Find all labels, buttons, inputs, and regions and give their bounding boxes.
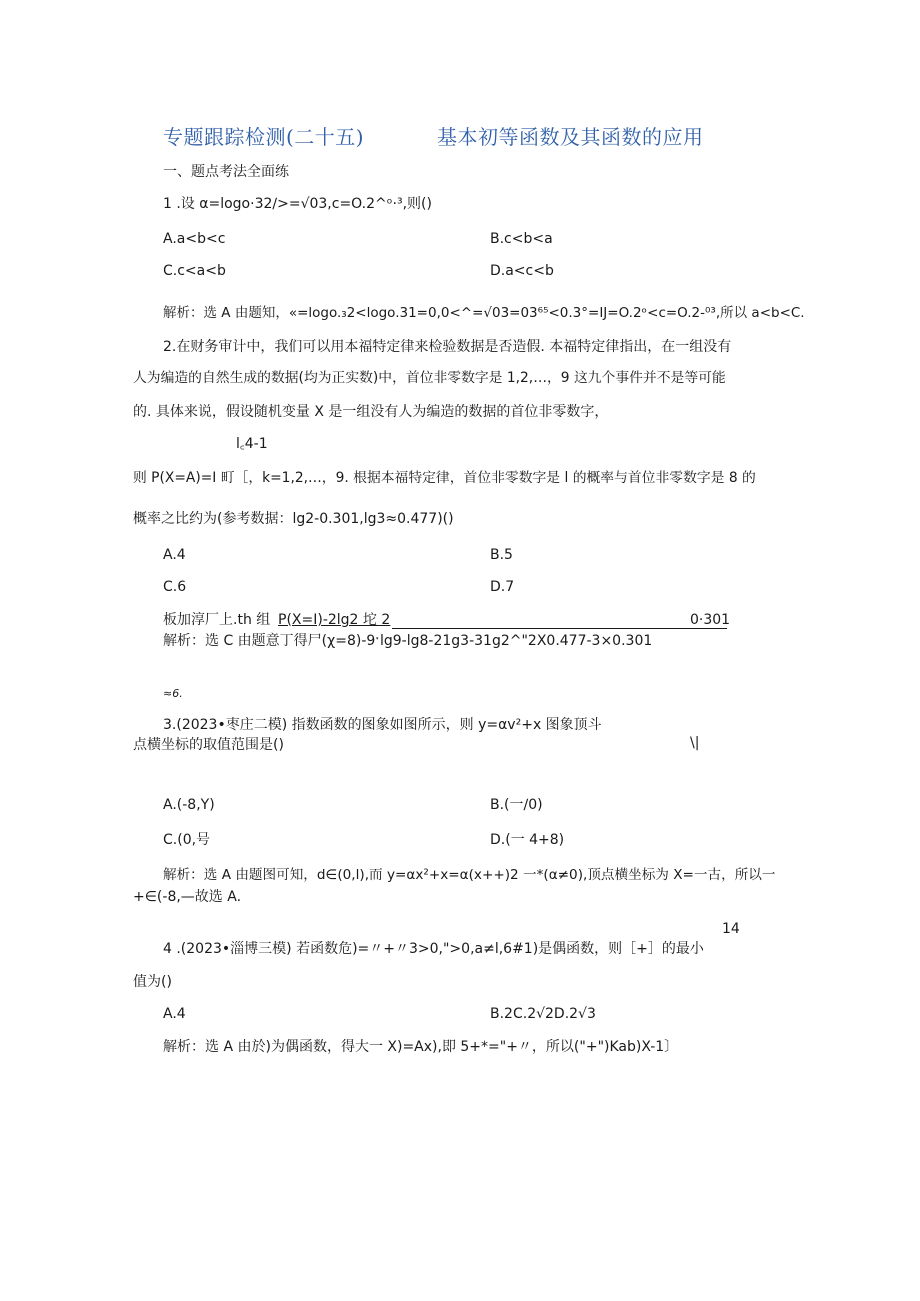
q3-solution-1: 解析：选 A 由题图可知，d∈(0,l),而 y=αx²+x=α(x++)2 一*(α≠0),顶点横坐标为 X=一古，所以一 xyxy=(163,867,776,883)
q2-line3: 的. 具体来说，假设随机变量 X 是一组没有人为编造的数据的首位非零数字， xyxy=(133,404,609,420)
q3-graph-mark: \| xyxy=(690,735,700,751)
fraction-rule xyxy=(392,628,727,629)
q2-option-a: A.4 xyxy=(163,547,186,563)
q3-option-c: C.(0,号 xyxy=(163,832,211,848)
q2-option-d: D.7 xyxy=(490,579,515,595)
q4-line2: 值为() xyxy=(133,974,172,990)
q3-option-a: A.(-8,Y) xyxy=(163,797,215,813)
q2-solution: 解析：选 C 由题意丁得尸(χ=8)-9ˑlg9-lg8-21g3-31g2^"2X0.477-3×0.301 xyxy=(163,633,653,649)
q2-line1: 2.在财务审计中，我们可以用本福特定律来检验数据是否造假. 本福特定律指出，在一组没有 xyxy=(163,339,732,355)
q1-option-b: B.c<b<a xyxy=(490,231,553,247)
q1-option-c: C.c<a<b xyxy=(163,263,226,279)
q2-line2: 人为编造的自然生成的数据(均为正实数)中，首位非零数字是 1,2,…，9 这九个事件并不是等可能 xyxy=(133,370,726,386)
q3-option-d: D.(一 4+8) xyxy=(490,832,565,848)
q3-solution-2: +∈(-8,—故选 A. xyxy=(133,889,242,905)
q1-stem: 1 .设 α=logo·32∕>=√03,c=O.2^ᵒ·³,则() xyxy=(163,196,432,212)
q4-superscript: 14 xyxy=(722,921,740,937)
q2-option-b: B.5 xyxy=(490,547,513,563)
q4-option-a: A.4 xyxy=(163,1006,186,1022)
q3-option-b: B.(一∕0) xyxy=(490,797,543,813)
q3-line2: 点横坐标的取值范围是() xyxy=(133,737,284,753)
q4-option-bcd: B.2C.2√2D.2√3 xyxy=(490,1006,596,1022)
q2-line4: 则 P(X=A)=I 町［，k=1,2,…，9. 根据本福特定律，首位非零数字是 l 的概率与首位非零数字是 8 的 xyxy=(133,470,756,486)
q4-line1: 4 .(2023•淄博三模) 若函数危)=〃+〃3>0,">0,a≠l,6#1)是偶函数，则［+］的最小 xyxy=(163,941,704,957)
q2-option-c: C.6 xyxy=(163,579,187,595)
q2-line5: 概率之比约为(参考数据：lg2-0.301,lg3≈0.477)() xyxy=(133,511,454,527)
q2-approx: ≈6. xyxy=(163,687,183,700)
page-title-right: 基本初等函数及其函数的应用 xyxy=(437,125,704,149)
q1-option-d: D.a<c<b xyxy=(490,263,554,279)
q2-formula-fragment: l꜀4-1 xyxy=(236,436,268,452)
q2-ocr-line-right: 0·301 xyxy=(690,612,731,628)
q1-option-a: A.a<b<c xyxy=(163,231,226,247)
q3-line1: 3.(2023•枣庄二模) 指数函数的图象如图所示，则 y=αv²+x 图象顶斗 xyxy=(163,717,602,733)
q1-solution: 解析：选 A 由题知，«=logo.₃2<logo.31=0,0<^=√03=03⁶⁵<0.3°=IJ=O.2ᵒ<c=O.2-⁰³,所以 a<b<C. xyxy=(163,305,805,321)
q4-solution: 解析：选 A 由於)为偶函数，得大一 X)=Ax),即 5+*="+〃，所以("+")Kab)X-1〕 xyxy=(163,1039,679,1055)
q2-ocr-line-left: 板加淳厂上.th 组 xyxy=(163,612,271,628)
q2-ocr-line-mid: P(X=I)-2lg2 坨 2 xyxy=(278,612,391,628)
section-heading: 一、题点考法全面练 xyxy=(163,164,289,180)
page-title-left: 专题跟踪检测(二十五) xyxy=(163,125,365,149)
